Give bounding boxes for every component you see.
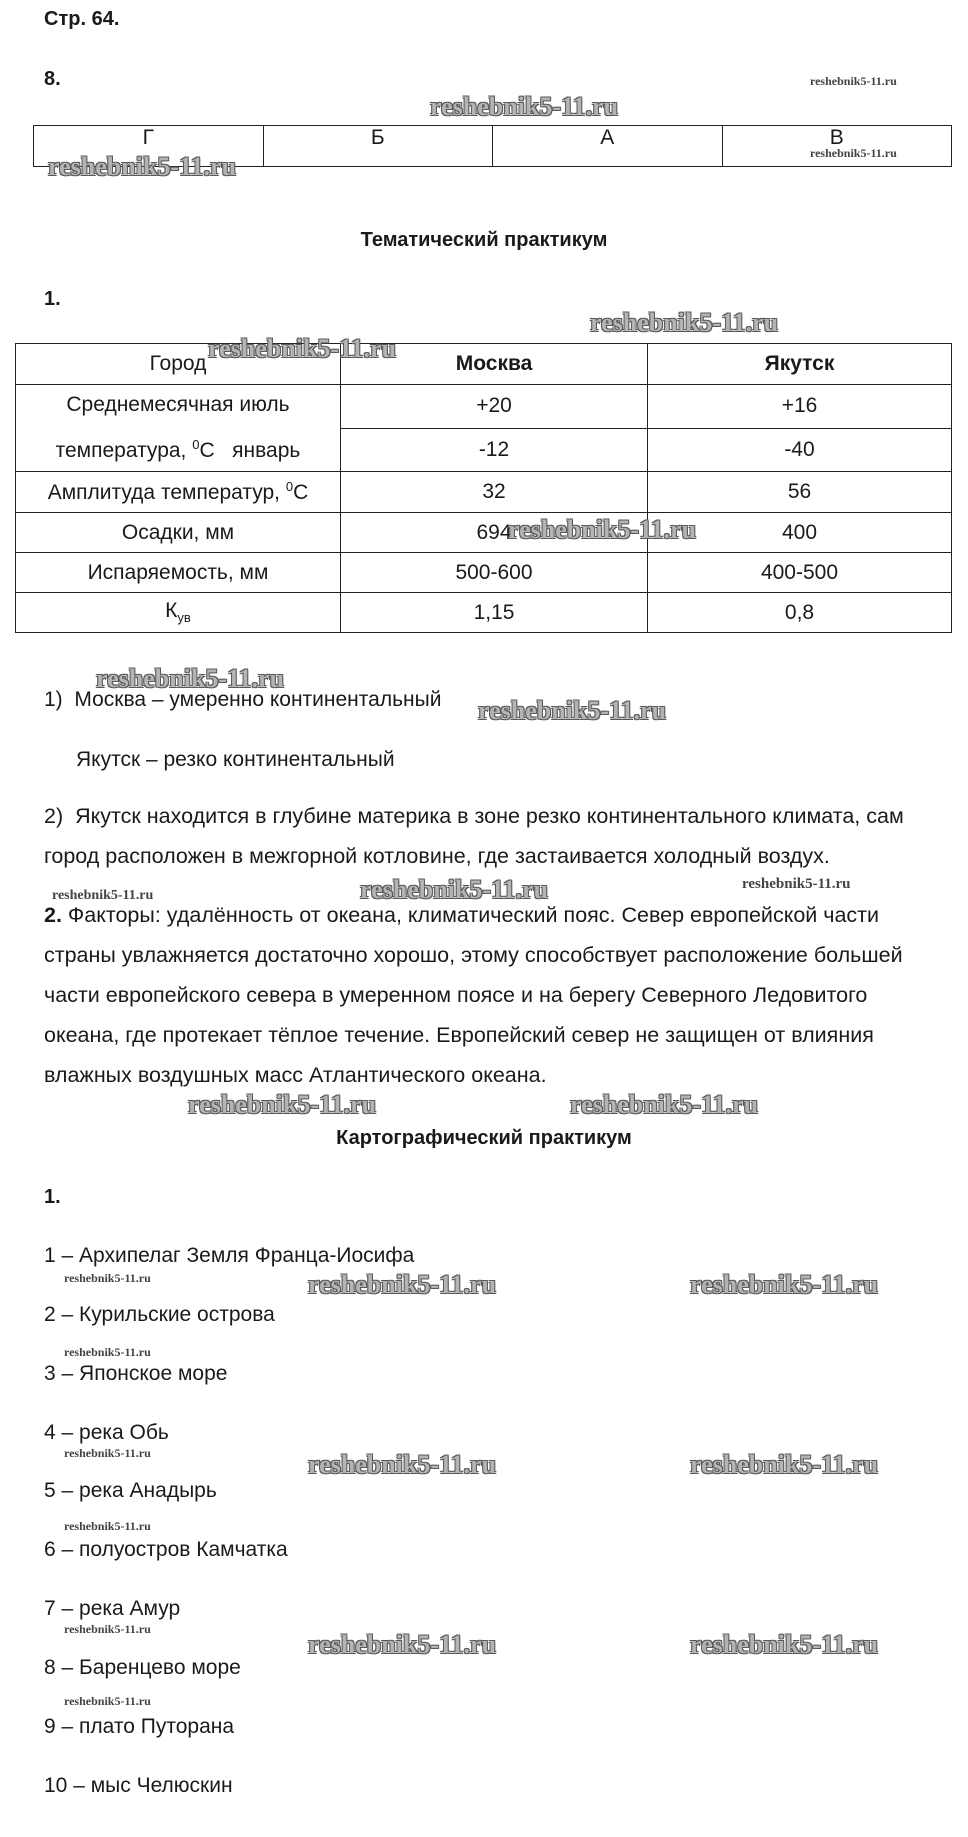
table-row	[16, 385, 952, 429]
kuv-label	[16, 593, 341, 633]
watermark: reshebnik5-11.ru	[64, 1271, 151, 1285]
watermark: reshebnik5-11.ru	[810, 146, 897, 160]
answer2-text: Якутск находится в глубине материка в зоне резко континентального климата, сам город расположен в межгорной котловине, где застаивается холодный воздух.	[44, 804, 904, 868]
watermark: reshebnik5-11.ru	[690, 1270, 879, 1299]
evap-label: Испаряемость, мм	[16, 553, 341, 593]
amplitude-degree-sup: 0	[285, 479, 294, 494]
watermark: reshebnik5-11.ru	[96, 664, 285, 693]
moscow-kuv: 1,15	[341, 593, 648, 633]
watermark: reshebnik5-11.ru	[52, 888, 154, 903]
list-item: 4 – река Обь	[44, 1421, 169, 1444]
answer2-paragraph	[44, 796, 944, 876]
table-row	[16, 513, 952, 553]
watermark: reshebnik5-11.ru	[810, 74, 897, 88]
temperature-label	[16, 385, 341, 472]
watermark: reshebnik5-11.ru	[64, 1345, 151, 1359]
answer1-moscow: Москва – умеренно континентальный	[74, 688, 442, 711]
table-row	[16, 344, 952, 385]
answer1-yakutsk: Якутск – резко континентальный	[76, 748, 395, 771]
yakutsk-january: -40	[648, 428, 952, 472]
moscow-january: -12	[341, 428, 648, 472]
moscow-precip: 694	[341, 513, 648, 553]
task8-number: 8.	[44, 68, 61, 90]
watermark: reshebnik5-11.ru	[48, 152, 237, 181]
watermark: reshebnik5-11.ru	[64, 1446, 151, 1460]
task8-answer-3: А	[493, 126, 723, 167]
temperature-label-line1: Среднемесячная	[66, 393, 234, 416]
list-item: 2 – Курильские острова	[44, 1303, 275, 1326]
precip-label: Осадки, мм	[16, 513, 341, 553]
amplitude-unit: С	[293, 481, 309, 504]
amplitude-label-text: Амплитуда температур,	[47, 481, 281, 504]
watermark: reshebnik5-11.ru	[308, 1630, 497, 1659]
list-item: 10 – мыс Челюскин	[44, 1774, 233, 1797]
cartographic-task1-number: 1.	[44, 1186, 61, 1208]
temperature-label-line2: температура,	[55, 439, 187, 462]
task8-answer-4: В	[722, 126, 952, 167]
thematic-title: Тематический практикум	[360, 229, 608, 251]
watermark: reshebnik5-11.ru	[742, 876, 851, 892]
watermark: reshebnik5-11.ru	[508, 515, 697, 544]
table-row	[16, 553, 952, 593]
header-yakutsk: Якутск	[648, 344, 952, 385]
watermark: reshebnik5-11.ru	[64, 1694, 151, 1708]
page-heading: Стр. 64.	[44, 8, 120, 30]
watermark: reshebnik5-11.ru	[570, 1090, 759, 1119]
answer1-number: 1)	[44, 688, 63, 711]
moscow-july: +20	[341, 385, 648, 429]
list-item: 7 – река Амур	[44, 1597, 181, 1620]
answer1-line1	[44, 688, 441, 712]
list-item: 8 – Баренцево море	[44, 1656, 241, 1679]
task2-text: Факторы: удалённость от океана, климатический пояс. Север европейской части страны увлажняется достаточно хорошо, этому способствует расположение большей части европейского севера в умеренном поясе и на берегу Северного Ледовитого океана, где протекает тёплое течение. Европейский север не защищен от влияния влажных воздушных масс Атлантического океана.	[44, 903, 903, 1087]
moscow-amplitude: 32	[341, 472, 648, 513]
table-row	[16, 593, 952, 633]
amplitude-label	[16, 472, 341, 513]
kuv-letter: К	[165, 599, 178, 623]
kuv-sub: ув	[177, 610, 191, 626]
temp-unit: С	[199, 439, 215, 462]
task8-answer-1: Г	[34, 126, 264, 167]
watermark: reshebnik5-11.ru	[208, 334, 397, 363]
month-july: июль	[239, 393, 290, 416]
watermark: reshebnik5-11.ru	[188, 1090, 377, 1119]
answer2-number: 2)	[44, 804, 64, 828]
yakutsk-evap: 400-500	[648, 553, 952, 593]
list-item: 1 – Архипелаг Земля Франца-Иосифа	[44, 1244, 415, 1267]
list-item: 9 – плато Путорана	[44, 1715, 235, 1738]
watermark: reshebnik5-11.ru	[308, 1270, 497, 1299]
cartographic-title: Картографический практикум	[336, 1127, 632, 1149]
list-item: 5 – река Анадырь	[44, 1479, 217, 1502]
watermark: reshebnik5-11.ru	[690, 1450, 879, 1479]
header-moscow: Москва	[341, 344, 648, 385]
yakutsk-precip: 400	[648, 513, 952, 553]
watermark: reshebnik5-11.ru	[308, 1450, 497, 1479]
list-item: 3 – Японское море	[44, 1362, 228, 1385]
yakutsk-amplitude: 56	[648, 472, 952, 513]
task2-paragraph	[44, 895, 944, 1095]
degree-sup: 0	[192, 437, 200, 452]
yakutsk-july: +16	[648, 385, 952, 429]
table-row	[16, 472, 952, 513]
watermark: reshebnik5-11.ru	[590, 308, 779, 337]
thematic-task1-number: 1.	[44, 288, 61, 310]
month-january: январь	[232, 439, 301, 462]
task2-number: 2.	[44, 903, 62, 927]
yakutsk-kuv: 0,8	[648, 593, 952, 633]
watermark: reshebnik5-11.ru	[64, 1622, 151, 1636]
watermark: reshebnik5-11.ru	[360, 875, 549, 904]
moscow-evap: 500-600	[341, 553, 648, 593]
watermark: reshebnik5-11.ru	[430, 92, 619, 121]
task8-answer-table	[33, 125, 952, 167]
watermark: reshebnik5-11.ru	[64, 1519, 151, 1533]
list-item: 6 – полуостров Камчатка	[44, 1538, 288, 1561]
task8-answer-2: Б	[263, 126, 493, 167]
watermark: reshebnik5-11.ru	[690, 1630, 879, 1659]
header-city: Город	[16, 344, 341, 385]
climate-table	[15, 343, 952, 633]
watermark: reshebnik5-11.ru	[478, 696, 667, 725]
